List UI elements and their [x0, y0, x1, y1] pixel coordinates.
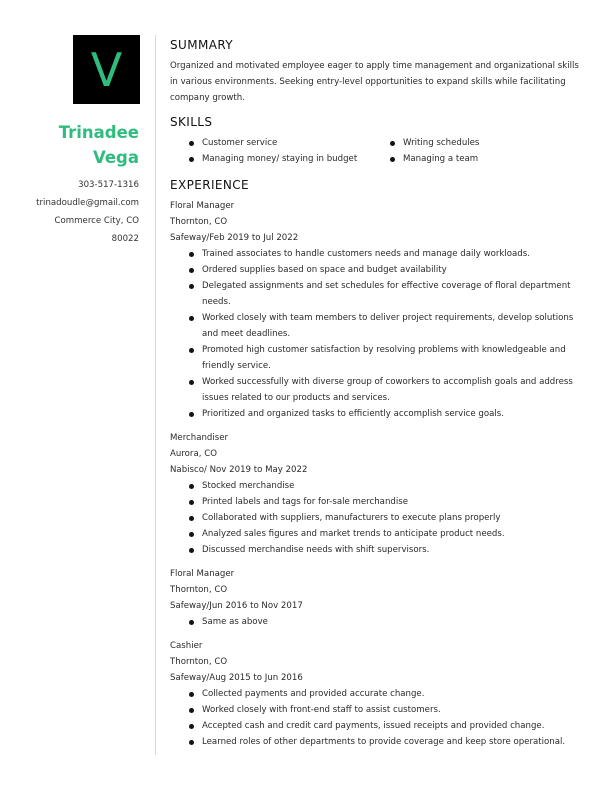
location: Commerce City, CO	[54, 216, 139, 226]
job-bullet: Worked closely with team members to deliver project requirements, develop solutions and meet deadlines.	[170, 310, 580, 342]
job-bullet: Printed labels and tags for for-sale merchandise	[170, 494, 580, 510]
job-bullet: Learned roles of other departments to provide coverage and keep store operational.	[170, 734, 580, 750]
skill-item: Managing a team	[371, 151, 479, 167]
job-bullet: Worked closely with front-end staff to assist customers.	[170, 702, 580, 718]
job-entry	[170, 566, 580, 630]
job-location: Thornton, CO	[170, 585, 228, 595]
main-content	[170, 36, 580, 752]
skills-column-2	[371, 135, 479, 167]
summary-text: Organized and motivated employee eager to apply time management and organizational skills in various environments. Seeking entry-level opportunities to expand skills while facilitating company growth.	[170, 61, 579, 103]
summary-heading: SUMMARY	[170, 38, 234, 52]
skills-list	[170, 135, 580, 167]
job-bullet: Accepted cash and credit card payments, issued receipts and provided change.	[170, 718, 580, 734]
job-bullet: Worked successfully with diverse group of coworkers to accomplish goals and address issues related to our products and services.	[170, 374, 580, 406]
job-bullets	[170, 478, 580, 558]
job-bullet: Delegated assignments and set schedules for effective coverage of floral department needs.	[170, 278, 580, 310]
skill-item: Managing money/ staying in budget	[170, 151, 371, 167]
job-bullet: Ordered supplies based on space and budget availability	[170, 262, 580, 278]
job-bullet: Analyzed sales figures and market trends to anticipate product needs.	[170, 526, 580, 542]
job-bullet: Collaborated with suppliers, manufacturers to execute plans properly	[170, 510, 580, 526]
monogram-logo	[73, 35, 140, 104]
job-title: Merchandiser	[170, 433, 229, 443]
job-title: Floral Manager	[170, 569, 235, 579]
job-employer-dates: Safeway/Aug 2015 to Jun 2016	[170, 673, 303, 683]
last-name: Vega	[92, 148, 139, 167]
job-bullet: Promoted high customer satisfaction by resolving problems with knowledgeable and friendly service.	[170, 342, 580, 374]
job-entry	[170, 638, 580, 750]
job-employer-dates: Safeway/Feb 2019 to Jul 2022	[170, 233, 299, 243]
job-bullets	[170, 686, 580, 750]
job-bullets	[170, 246, 580, 422]
skills-column-1	[170, 135, 371, 167]
job-bullet: Prioritized and organized tasks to efficiently accomplish service goals.	[170, 406, 580, 422]
job-location: Aurora, CO	[170, 449, 217, 459]
job-bullet: Trained associates to handle customers needs and manage daily workloads.	[170, 246, 580, 262]
job-employer-dates: Safeway/Jun 2016 to Nov 2017	[170, 601, 303, 611]
monogram-letter: V	[90, 42, 123, 97]
first-name: Trinadee	[58, 123, 139, 142]
job-location: Thornton, CO	[170, 657, 228, 667]
zip-code: 80022	[111, 234, 139, 244]
candidate-name	[59, 120, 139, 170]
job-entry	[170, 198, 580, 422]
column-divider	[155, 35, 156, 755]
contact-info	[35, 176, 139, 248]
skills-heading: SKILLS	[170, 115, 213, 129]
phone: 303-517-1316	[78, 180, 139, 190]
job-location: Thornton, CO	[170, 217, 228, 227]
experience-heading: EXPERIENCE	[170, 178, 250, 192]
skill-item: Customer service	[170, 135, 371, 151]
job-title: Floral Manager	[170, 201, 235, 211]
job-title: Cashier	[170, 641, 203, 651]
job-bullets	[170, 614, 580, 630]
job-bullet: Discussed merchandise needs with shift supervisors.	[170, 542, 580, 558]
job-employer-dates: Nabisco/ Nov 2019 to May 2022	[170, 465, 308, 475]
job-entry	[170, 430, 580, 558]
job-bullet: Stocked merchandise	[170, 478, 580, 494]
skill-item: Writing schedules	[371, 135, 479, 151]
sidebar	[0, 0, 150, 792]
job-bullet: Collected payments and provided accurate change.	[170, 686, 580, 702]
job-bullet: Same as above	[170, 614, 580, 630]
email: trinadoudle@gmail.com	[36, 198, 139, 208]
